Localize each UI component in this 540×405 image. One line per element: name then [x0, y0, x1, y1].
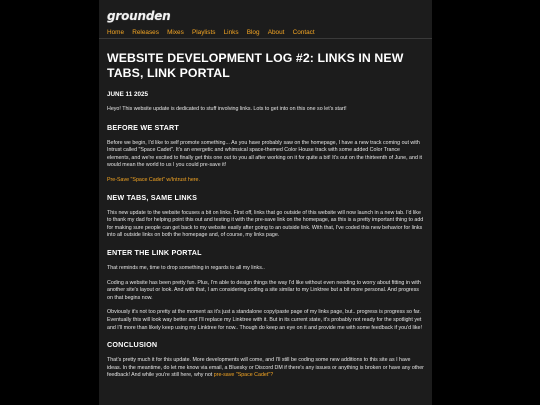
- section-heading-conclusion: CONCLUSION: [107, 340, 158, 350]
- post-content: [99, 39, 432, 380]
- nav-contact[interactable]: Contact: [292, 28, 315, 36]
- post-date: JUNE 11 2025: [107, 91, 148, 98]
- page-container: [99, 0, 432, 405]
- section-paragraph-conclusion: [107, 357, 424, 380]
- nav-home[interactable]: Home: [107, 28, 125, 36]
- conclusion-text: That's pretty much it for this update. More developments will come, and I'll still be coding some new additions to this site as I have ideas. In the meantime, do let me know via email, a Bluesky or Discord DM if there's any issues or anything is broken or have any other feedback! And while you're still here, why not: [107, 357, 424, 379]
- main-nav: [99, 28, 432, 37]
- section-heading-link-portal: ENTER THE LINK PORTAL: [107, 247, 202, 257]
- section-paragraph: Coding a website has been pretty fun. Plus, I'm able to design things the way I'd like without even needing to worry about fitting in with another site's layout or look. And with that, I am considering coding a site similar to my Linktree but a bit more personal. And progress on that begins now.: [107, 279, 421, 301]
- site-logo[interactable]: grounden: [107, 9, 171, 23]
- presave-trailing-link[interactable]: pre-save "Space Cadet"?: [213, 372, 274, 379]
- nav-mixes[interactable]: Mixes: [167, 28, 184, 36]
- section-paragraph: This new update to the website focuses a bit on links. First off, links that go outside of this website will now launch in a new tab. I'd like to thank my dad for helping point this out and testing it with the pre-save link on the homepage, as this is a pretty important thing to add for making sure people can get back to my website easily after going to an outside link. With that, I've coded this new behavior for links into all outside links on both the homepage and, of course, my links page.: [107, 209, 424, 239]
- nav-playlists[interactable]: Playlists: [191, 28, 216, 36]
- site-header: [99, 0, 432, 28]
- section-heading-new-tabs: NEW TABS, SAME LINKS: [107, 192, 198, 202]
- section-paragraph: Obviously it's not too pretty at the moment as it's just a standalone copy/paste page of my links page, but.. progress is progress so far. Eventually this will look way better and I'll replace my Linktree with it. But in its current state, it's probably not ready for the spotlight yet and I'll more than likely keep using my Linktree for now.. Though do keep an eye on it and provide me with some feedback if you'd like!: [107, 309, 422, 331]
- post-title: [107, 51, 424, 81]
- nav-links[interactable]: Links: [223, 28, 239, 36]
- section-paragraph: Before we begin, I'd like to self promote something... As you have probably saw on the homepage, I have a new track coming out with Intrust called "Space Cadet". It's an energetic and whimsical space-themed Color House track with some added Color Trance elements, and we're excited to finally get this one out to you all after working on it for quite a bit! It's out on the thirteenth of June, and it would mean the world to us I you could pre-save it!: [107, 139, 423, 169]
- nav-about[interactable]: About: [267, 28, 285, 36]
- section-paragraph: That reminds me, time to drop something in regards to all my links..: [107, 264, 265, 271]
- section-heading-before-we-start: BEFORE WE START: [107, 122, 179, 132]
- post-title-line-1: WEBSITE DEVELOPMENT LOG #2: LINKS IN NEW: [107, 51, 404, 65]
- presave-link[interactable]: Pre-Save "Space Cadet" w/Intrust here.: [107, 176, 200, 183]
- post-intro: Heyo! This website update is dedicated to stuff involving links. Lots to get into on this one so let's start!: [107, 106, 347, 112]
- post-title-line-2: TABS, LINK PORTAL: [107, 66, 230, 80]
- nav-releases[interactable]: Releases: [132, 28, 159, 36]
- nav-blog[interactable]: Blog: [246, 28, 260, 36]
